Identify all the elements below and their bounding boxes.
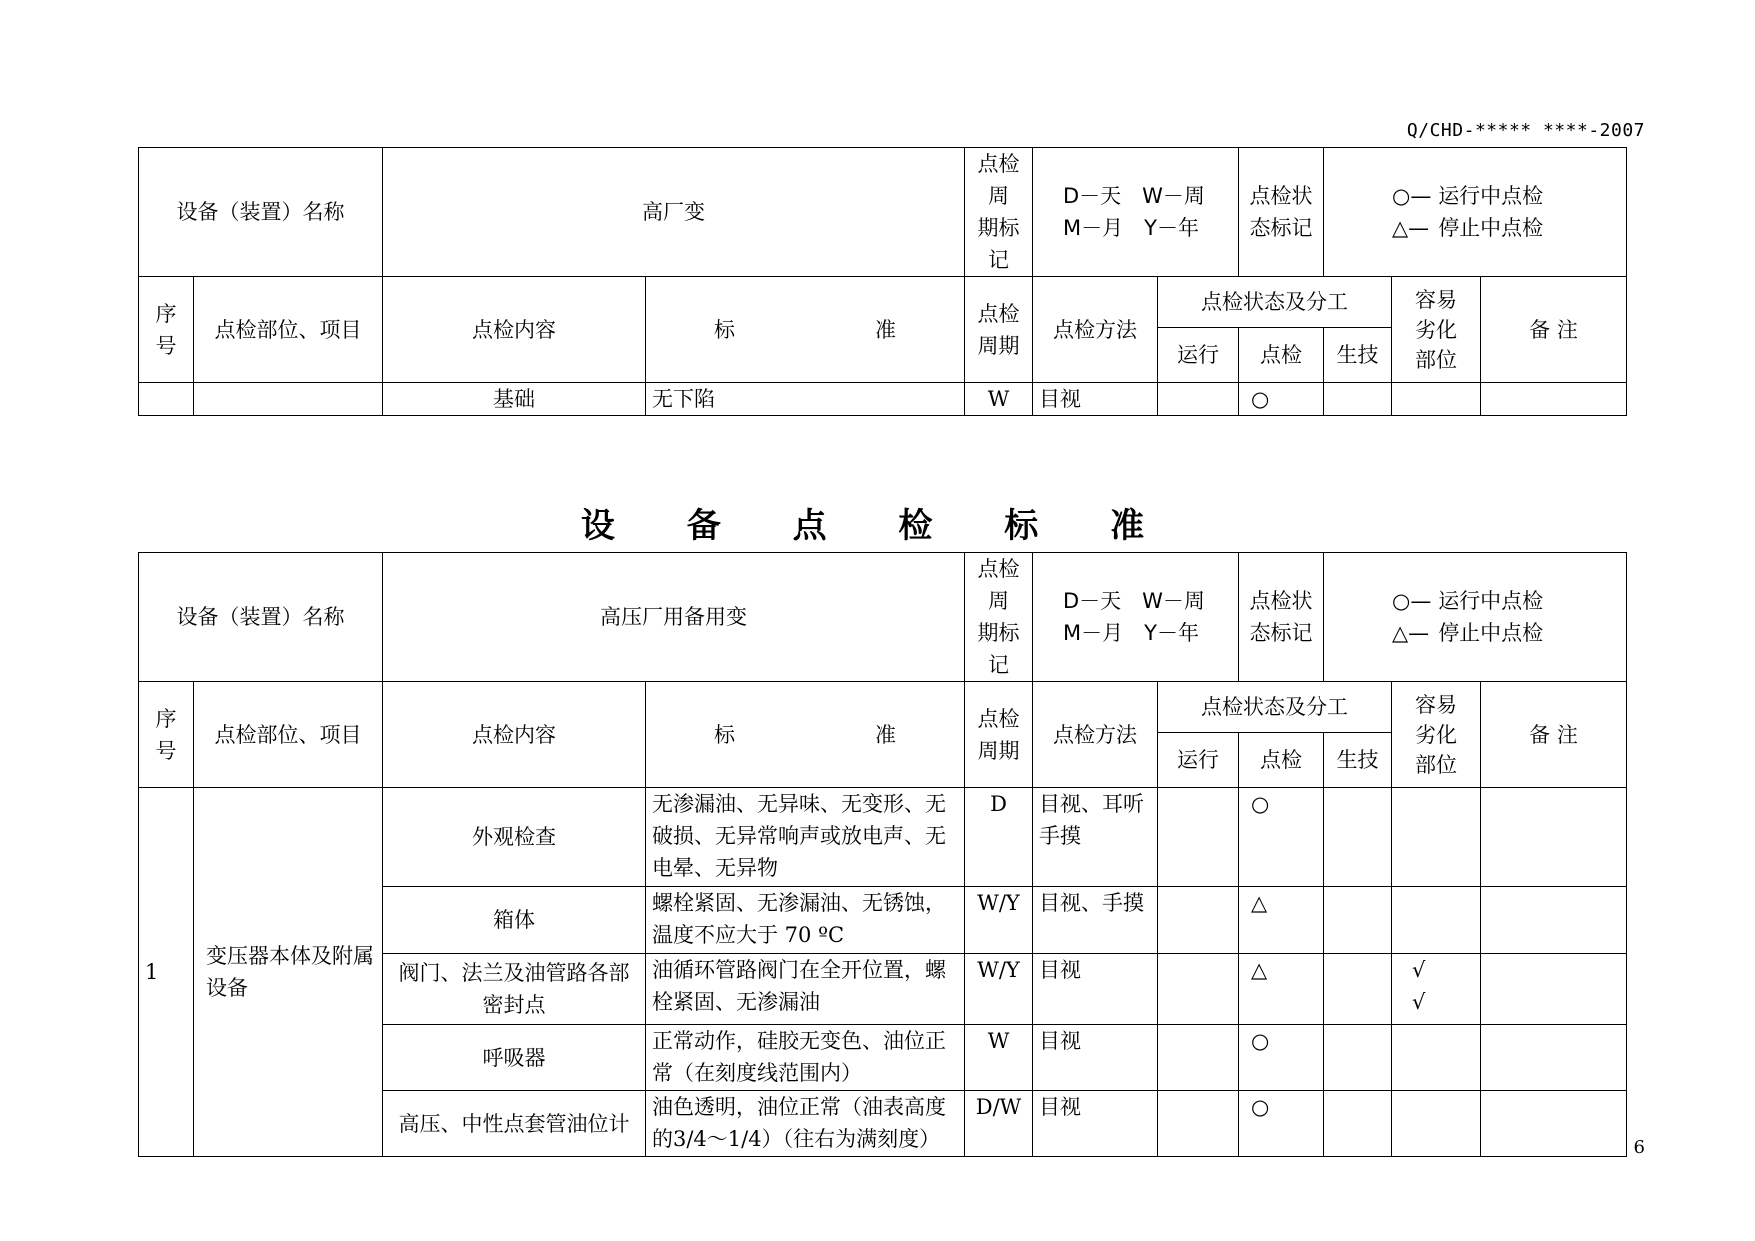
row-degrade — [1392, 954, 1481, 1025]
state-legend-stop — [1392, 212, 1620, 244]
row-degrade — [1392, 1091, 1481, 1157]
row-standard: 油色透明，油位正常（油表高度的3/4～1/4）（往右为满刻度） — [646, 1091, 965, 1157]
state-legend-stop-text: 停止中点检 — [1438, 621, 1544, 645]
col-cycle-header-line2: 周期 — [977, 738, 1020, 763]
row-remark — [1481, 1025, 1627, 1091]
row-check: ○ — [1239, 1025, 1324, 1091]
col-part-header: 点检部位、项目 — [194, 682, 383, 788]
col-standard-header-part2: 准 — [875, 722, 896, 747]
row-check: ○ — [1239, 383, 1324, 416]
col-tech-header: 生技 — [1324, 733, 1392, 788]
row-standard: 油循环管路阀门在全开位置，螺栓紧固、无渗漏油 — [646, 954, 965, 1025]
row-remark — [1481, 788, 1627, 887]
col-method-header: 点检方法 — [1033, 277, 1158, 383]
cycle-mark-label — [965, 148, 1033, 277]
cycle-mark-label-line1: 点检周 — [977, 152, 1020, 208]
cycle-codes-line1: D－天 W－周 — [1063, 589, 1205, 613]
col-cycle-header-line1: 点检 — [977, 706, 1020, 731]
col-no-header — [139, 682, 194, 788]
col-state-group-header: 点检状态及分工 — [1158, 682, 1392, 733]
row-tech — [1324, 887, 1392, 954]
col-state-group-header: 点检状态及分工 — [1158, 277, 1392, 328]
state-mark-label-line1: 点检状 — [1249, 184, 1313, 208]
row-run — [1158, 1025, 1239, 1091]
col-standard-header — [646, 277, 965, 383]
cycle-codes-line2: M－月 Y－年 — [1063, 621, 1199, 645]
state-legend-stop-text: 停止中点检 — [1438, 216, 1544, 240]
col-standard-header-part1: 标 — [714, 722, 735, 747]
col-standard-header-part1: 标 — [714, 317, 735, 342]
col-cycle-header — [965, 277, 1033, 383]
row-degrade — [1392, 788, 1481, 887]
state-legend-run-text: 运行中点检 — [1438, 184, 1544, 208]
state-legend-run-text: 运行中点检 — [1438, 589, 1544, 613]
col-degrade-header — [1392, 277, 1481, 383]
col-run-header: 运行 — [1158, 733, 1239, 788]
col-remark-header: 备 注 — [1481, 277, 1627, 383]
col-tech-header: 生技 — [1324, 328, 1392, 383]
row-tech — [1324, 1025, 1392, 1091]
row-part — [194, 383, 383, 416]
state-mark-label — [1239, 148, 1324, 277]
row-cycle: D — [965, 788, 1033, 887]
triangle-icon: △— — [1392, 621, 1430, 645]
col-check-header: 点检 — [1239, 328, 1324, 383]
row-content: 箱体 — [383, 887, 646, 954]
row-method: 目视、耳听手摸 — [1033, 788, 1158, 887]
row-standard: 无渗漏油、无异味、无变形、无破损、无异常响声或放电声、无电晕、无异物 — [646, 788, 965, 887]
row-no — [139, 383, 194, 416]
cycle-codes — [1033, 553, 1239, 682]
row-method: 目视 — [1033, 1091, 1158, 1157]
row-content: 高压、中性点套管油位计 — [383, 1091, 646, 1157]
circle-icon: ○— — [1392, 184, 1432, 208]
col-content-header: 点检内容 — [383, 277, 646, 383]
row-cycle: W/Y — [965, 887, 1033, 954]
col-content-header: 点检内容 — [383, 682, 646, 788]
row-tech — [1324, 954, 1392, 1025]
checkmark-icon: √ — [1412, 990, 1426, 1014]
row-remark — [1481, 383, 1627, 416]
row-run — [1158, 383, 1239, 416]
group-no: 1 — [139, 788, 194, 1157]
state-legend-run — [1392, 180, 1620, 212]
inspection-table-1 — [138, 147, 1627, 416]
row-degrade — [1392, 1025, 1481, 1091]
col-method-header: 点检方法 — [1033, 682, 1158, 788]
row-check: △ — [1239, 954, 1324, 1025]
col-cycle-header-line1: 点检 — [977, 301, 1020, 326]
page-title: 设 备 点 检 标 准 — [580, 506, 1175, 546]
row-check: △ — [1239, 887, 1324, 954]
row-run — [1158, 788, 1239, 887]
col-cycle-header — [965, 682, 1033, 788]
row-check: ○ — [1239, 788, 1324, 887]
row-degrade — [1392, 383, 1481, 416]
row-content: 基础 — [383, 383, 646, 416]
row-standard: 无下陷 — [646, 383, 965, 416]
state-mark-label-line1: 点检状 — [1249, 589, 1313, 613]
col-degrade-header-line3: 部位 — [1415, 347, 1457, 372]
row-remark — [1481, 887, 1627, 954]
state-mark-label — [1239, 553, 1324, 682]
cycle-codes-line2: M－月 Y－年 — [1063, 216, 1199, 240]
inspection-table-2 — [138, 552, 1627, 1157]
row-cycle: W — [965, 383, 1033, 416]
col-check-header: 点检 — [1239, 733, 1324, 788]
col-no-header-line1: 序 — [155, 301, 177, 326]
document-code: Q/CHD-***** ****-2007 — [1406, 120, 1645, 141]
row-cycle: D/W — [965, 1091, 1033, 1157]
row-method: 目视 — [1033, 1025, 1158, 1091]
row-check: ○ — [1239, 1091, 1324, 1157]
row-tech — [1324, 383, 1392, 416]
cycle-mark-label-line1: 点检周 — [977, 557, 1020, 613]
row-run — [1158, 954, 1239, 1025]
row-cycle: W/Y — [965, 954, 1033, 1025]
row-content: 外观检查 — [383, 788, 646, 887]
cycle-mark-label — [965, 553, 1033, 682]
row-remark — [1481, 1091, 1627, 1157]
row-cycle: W — [965, 1025, 1033, 1091]
row-standard: 螺栓紧固、无渗漏油、无锈蚀，温度不应大于 70 ºC — [646, 887, 965, 954]
state-legend — [1324, 148, 1627, 277]
cycle-codes-line1: D－天 W－周 — [1063, 184, 1205, 208]
group-part: 变压器本体及附属设备 — [194, 788, 383, 1157]
equipment-name-value: 高压厂用备用变 — [383, 553, 965, 682]
equipment-name-label: 设备（装置）名称 — [139, 553, 383, 682]
triangle-icon: △— — [1392, 216, 1430, 240]
col-standard-header — [646, 682, 965, 788]
row-method: 目视 — [1033, 954, 1158, 1025]
table-row — [139, 788, 1627, 887]
row-run — [1158, 887, 1239, 954]
col-standard-header-part2: 准 — [875, 317, 896, 342]
col-remark-header: 备 注 — [1481, 682, 1627, 788]
row-standard: 正常动作，硅胶无变色、油位正常（在刻度线范围内） — [646, 1025, 965, 1091]
col-part-header: 点检部位、项目 — [194, 277, 383, 383]
row-method: 目视、手摸 — [1033, 887, 1158, 954]
col-no-header-line2: 号 — [155, 738, 177, 763]
col-degrade-header-line3: 部位 — [1415, 752, 1457, 777]
checkmark-icon: √ — [1412, 958, 1426, 982]
col-degrade-header-line1: 容易 — [1415, 287, 1457, 312]
cycle-mark-label-line2: 期标记 — [977, 621, 1020, 677]
col-no-header-line1: 序 — [155, 706, 177, 731]
col-no-header — [139, 277, 194, 383]
state-legend-stop — [1392, 617, 1620, 649]
col-degrade-header-line2: 劣化 — [1415, 722, 1457, 747]
col-no-header-line2: 号 — [155, 333, 177, 358]
equipment-name-label: 设备（装置）名称 — [139, 148, 383, 277]
circle-icon: ○— — [1392, 589, 1432, 613]
state-mark-label-line2: 态标记 — [1249, 216, 1313, 240]
state-legend-run — [1392, 585, 1620, 617]
col-degrade-header-line1: 容易 — [1415, 692, 1457, 717]
state-mark-label-line2: 态标记 — [1249, 621, 1313, 645]
row-content: 阀门、法兰及油管路各部密封点 — [383, 954, 646, 1025]
row-tech — [1324, 1091, 1392, 1157]
row-method: 目视 — [1033, 383, 1158, 416]
cycle-codes — [1033, 148, 1239, 277]
cycle-mark-label-line2: 期标记 — [977, 216, 1020, 272]
row-run — [1158, 1091, 1239, 1157]
row-content: 呼吸器 — [383, 1025, 646, 1091]
col-cycle-header-line2: 周期 — [977, 333, 1020, 358]
row-degrade — [1392, 887, 1481, 954]
col-run-header: 运行 — [1158, 328, 1239, 383]
state-legend — [1324, 553, 1627, 682]
page-number: 6 — [1633, 1137, 1645, 1158]
equipment-name-value: 高厂变 — [383, 148, 965, 277]
table-row — [139, 383, 1627, 416]
row-tech — [1324, 788, 1392, 887]
col-degrade-header — [1392, 682, 1481, 788]
row-remark — [1481, 954, 1627, 1025]
col-degrade-header-line2: 劣化 — [1415, 317, 1457, 342]
